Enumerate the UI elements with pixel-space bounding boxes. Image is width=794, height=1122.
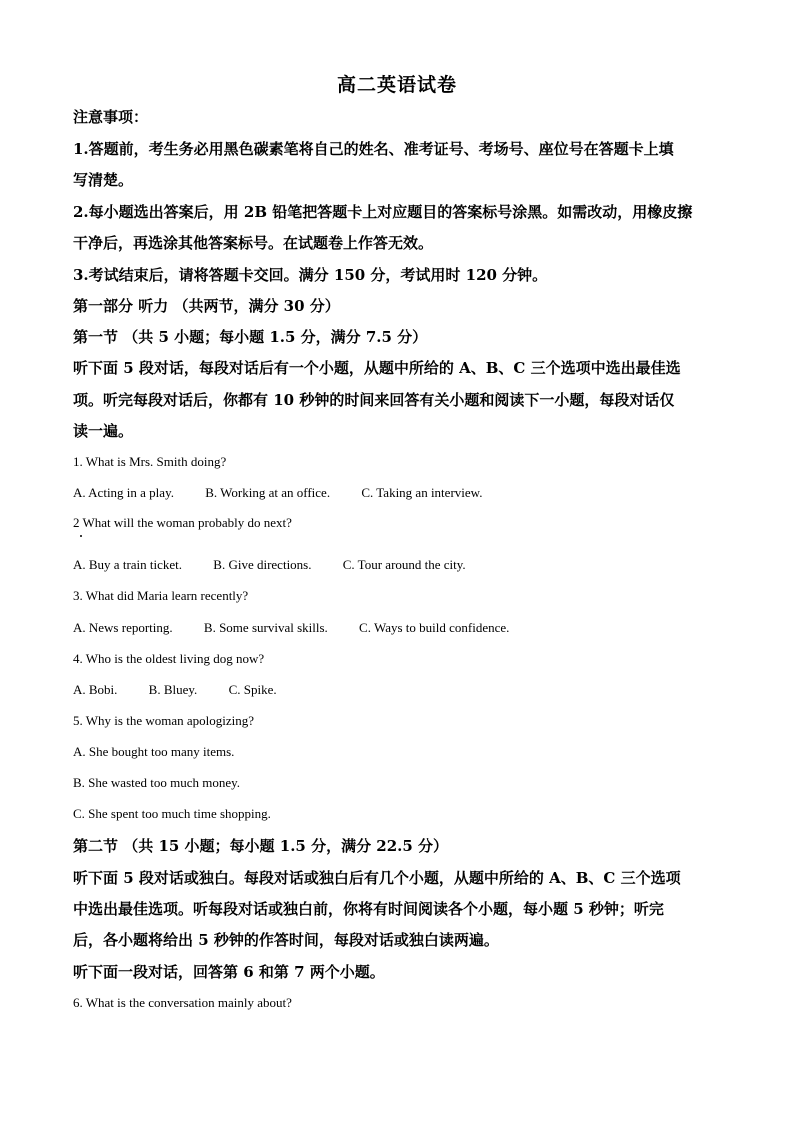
option-b: B. Bluey. (148, 682, 198, 697)
option-a: A. Bobi. (73, 682, 118, 697)
stray-dot (80, 535, 82, 537)
option-c: C. Ways to build confidence. (359, 620, 510, 635)
option-b: B. Some survival skills. (203, 620, 328, 635)
option-a: A. Acting in a play. (73, 485, 174, 500)
option-c: C. Taking an interview. (361, 485, 483, 500)
notice-line: 1.答题前，考生务必用黑色碳素笔将自己的姓名、准考证号、考场号、座位号在答题卡上填 (73, 140, 674, 158)
option-b: B. She wasted too much money. (73, 775, 241, 790)
section1-heading: 第一节 （共 5 小题；每小题 1.5 分，满分 7.5 分） (73, 328, 428, 346)
option-a: A. News reporting. (73, 620, 173, 635)
option-c: C. Spike. (228, 682, 277, 697)
dialogue-intro: 听下面一段对话，回答第 6 和第 7 两个小题。 (73, 963, 385, 981)
option-b: B. Give directions. (213, 557, 312, 572)
option-a: A. She bought too many items. (73, 744, 235, 759)
notice-line: 干净后，再选涂其他答案标号。在试题卷上作答无效。 (73, 234, 434, 252)
section2-instruction: 后，各小题将给出 5 秒钟的作答时间，每段对话或独白读两遍。 (73, 931, 499, 949)
options-3 (73, 619, 733, 637)
question-3: 3. What did Maria learn recently? (73, 588, 249, 603)
part-heading: 第一部分 听力 （共两节，满分 30 分） (73, 297, 340, 315)
question-6: 6. What is the conversation mainly about? (73, 995, 292, 1010)
option-c: C. She spent too much time shopping. (73, 806, 271, 821)
option-c: C. Tour around the city. (342, 557, 466, 572)
question-5: 5. Why is the woman apologizing? (73, 713, 255, 728)
option-b: B. Working at an office. (205, 485, 331, 500)
section2-instruction: 听下面 5 段对话或独白。每段对话或独白后有几个小题，从题中所给的 A、B、C 三个选项 (73, 869, 681, 887)
section1-instruction: 听下面 5 段对话，每段对话后有一个小题，从题中所给的 A、B、C 三个选项中选出最佳选 (73, 359, 681, 377)
option-a: A. Buy a train ticket. (73, 557, 183, 572)
page-title: 高二英语试卷 (336, 74, 457, 96)
question-2: 2 What will the woman probably do next? (73, 515, 292, 530)
section2-heading: 第二节 （共 15 小题；每小题 1.5 分，满分 22.5 分） (73, 837, 449, 855)
section1-instruction: 读一遍。 (73, 422, 134, 440)
notice-line: 2.每小题选出答案后，用 2B 铅笔把答题卡上对应题目的答案标号涂黑。如需改动，用橡皮擦 (73, 203, 693, 221)
notice-line: 写清楚。 (73, 171, 134, 189)
notice-line: 3.考试结束后，请将答题卡交回。满分 150 分，考试用时 120 分钟。 (73, 266, 548, 284)
notice-heading: 注意事项： (73, 108, 149, 126)
options-4 (73, 681, 733, 699)
options-2 (73, 556, 733, 574)
section1-instruction: 项。听完每段对话后，你都有 10 秒钟的时间来回答有关小题和阅读下一小题，每段对话仅 (73, 391, 675, 409)
options-1 (73, 484, 733, 502)
section2-instruction: 中选出最佳选项。听每段对话或独白前，你将有时间阅读各个小题，每小题 5 秒钟；听完 (73, 900, 664, 918)
question-1: 1. What is Mrs. Smith doing? (73, 454, 227, 469)
question-4: 4. Who is the oldest living dog now? (73, 651, 265, 666)
